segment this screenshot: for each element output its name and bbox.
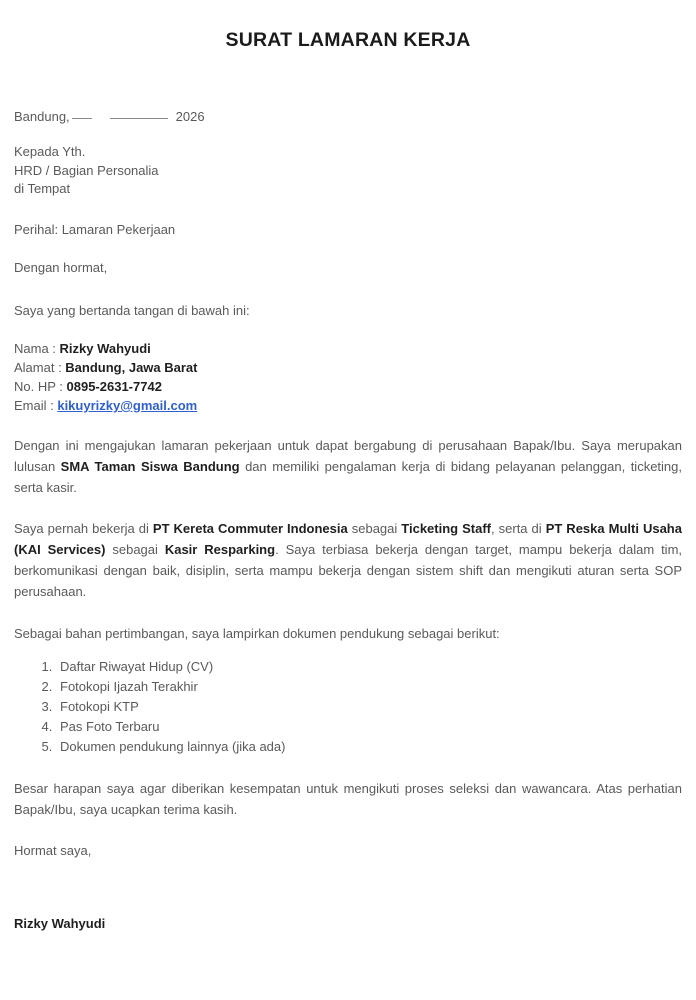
attachments-list [14, 657, 682, 757]
list-item: 3. Fotokopi KTP [56, 697, 682, 717]
paragraph-closing: Besar harapan saya agar diberikan kesempatan untuk mengikuti proses seleksi dan wawancara. Atas perhatian Bapak/Ibu, saya ucapkan terima kasih. [14, 780, 682, 817]
identity-row-phone [14, 377, 682, 396]
paragraph-2-bold-company-2: PT Reska Multi Usaha (KAI Services) [14, 521, 682, 557]
date-month-blank [110, 118, 168, 119]
paragraph-2-part-1: Saya pernah bekerja di [14, 521, 153, 536]
name-value: Rizky Wahyudi [59, 341, 151, 356]
identity-block [14, 339, 682, 415]
intro-line: Saya yang bertanda tangan di bawah ini: [14, 302, 250, 318]
paragraph-2-part-4: sebagai [105, 542, 165, 557]
phone-value: 0895-2631-7742 [66, 379, 162, 394]
paragraph-2-bold-role-2: Kasir Resparking [164, 542, 276, 557]
date-year: 2026 [175, 109, 205, 124]
address-value: Bandung, Jawa Barat [65, 360, 198, 375]
sign-off-line: Hormat saya, [14, 842, 92, 858]
list-item: 5. Dokumen pendukung lainnya (jika ada) [56, 737, 682, 757]
date-line [14, 109, 682, 124]
recipient-line-1: Kepada Yth. [14, 144, 86, 159]
paragraph-2-bold-company-1: PT Kereta Commuter Indonesia [152, 521, 348, 536]
recipient-line-2: HRD / Bagian Personalia [14, 162, 159, 178]
paragraph-2-part-3: , serta di [491, 521, 546, 536]
name-label: Nama : [14, 341, 60, 356]
attachments-intro: Sebagai bahan pertimbangan, saya lampirkan dokumen pendukung sebagai berikut: [14, 626, 500, 641]
paragraph-2-part-5: . Saya terbiasa bekerja dengan target, mampu bekerja dalam tim, berkomunikasi dengan baik, disiplin, serta mampu bekerja dengan sistem shift dan mengikuti aturan serta SOP perusahaan. [14, 542, 683, 599]
date-day-blank [72, 118, 92, 119]
subject-line: Perihal: Lamaran Pekerjaan [14, 221, 176, 237]
list-item: 4. Pas Foto Terbaru [56, 717, 682, 737]
paragraph-2-part-2: sebagai [347, 521, 402, 536]
identity-row-email [14, 396, 682, 415]
signature-name: Rizky Wahyudi [14, 916, 106, 931]
list-item: 2. Fotokopi Ijazah Terakhir [56, 677, 682, 697]
date-city: Bandung, [14, 109, 70, 124]
paragraph-1-part-1: Dengan ini mengajukan lamaran pekerjaan untuk dapat bergabung di perusahaan Bapak/Ibu. Saya merupakan lulusan [14, 438, 682, 474]
identity-row-name [14, 339, 682, 358]
paragraph-education [14, 435, 682, 498]
page-title: SURAT LAMARAN KERJA [225, 29, 471, 51]
address-label: Alamat : [14, 360, 66, 375]
list-item: 1. Daftar Riwayat Hidup (CV) [56, 657, 682, 677]
email-label: Email : [14, 398, 58, 413]
paragraph-1-part-2: dan memiliki pengalaman kerja di bidang pelayanan pelanggan, ticketing, serta kasir. [14, 459, 683, 495]
recipient-line-3: di Tempat [14, 181, 71, 196]
paragraph-experience [14, 518, 682, 602]
paragraph-1-bold-school: SMA Taman Siswa Bandung [60, 459, 240, 474]
phone-label: No. HP : [14, 379, 67, 394]
paragraph-2-bold-role-1: Ticketing Staff [401, 521, 492, 536]
greeting-line: Dengan hormat, [14, 260, 108, 275]
recipient-block [14, 143, 682, 199]
identity-row-address [14, 358, 682, 377]
email-link[interactable]: kikuyrizky@gmail.com [57, 398, 198, 413]
